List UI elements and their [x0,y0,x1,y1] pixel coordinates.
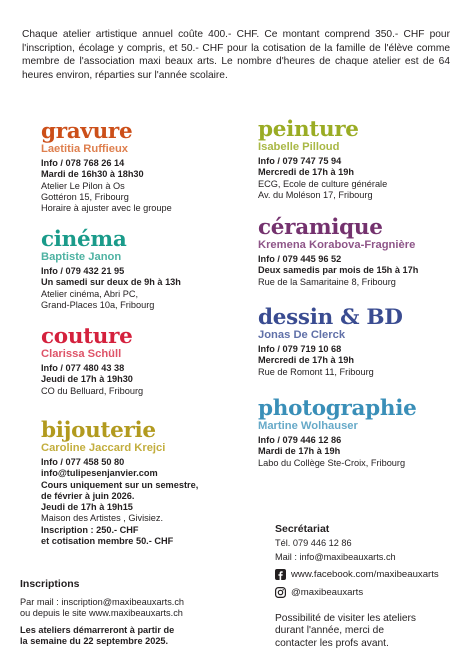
workshop-photographie [258,398,468,469]
visit-note-line-2: durant l'année, merci de [275,625,384,637]
workshop-teacher: Baptiste Janon [41,251,122,263]
workshop-schedule: Mardi de 17h à 19h [258,446,341,457]
visit-note-line-3: contacter les profs avant. [275,637,389,649]
workshop-teacher: Caroline Jaccard Krejci [41,442,166,454]
workshop-schedule: Deux samedis par mois de 15h à 17h [258,265,419,276]
workshop-teacher: Kremena Korabova-Fragnière [258,239,416,251]
workshop-schedule: Jeudi de 17h à 19h30 [41,374,133,385]
workshop-title: couture [41,324,133,349]
secretariat-heading: Secrétariat [275,523,330,535]
workshop-info: Info / 077 458 50 80 [41,457,125,467]
inscriptions-start-line-2: la semaine du 22 septembre 2025. [20,636,169,647]
secretariat-mail[interactable]: Mail : info@maxibeauxarts.ch [275,552,396,563]
workshop-address: Labo du Collège Ste-Croix, Fribourg [258,457,406,468]
workshop-teacher: Isabelle Pilloud [258,141,340,153]
visit-note [275,613,465,650]
workshop-schedule: Mardi de 16h30 à 18h30 [41,169,144,180]
workshop-info: Info / 078 768 26 14 [41,158,125,168]
workshop-info: Info / 079 719 10 68 [258,344,342,354]
workshop-title: gravure [41,119,133,144]
workshop-ceramique [258,217,468,288]
secretariat-tel: Tél. 079 446 12 86 [275,538,352,548]
intro-paragraph: Chaque atelier artistique annuel coûte 400.- CHF. Ce montant comprend 350.- CHF pour l'inscription, écolage y compris, et 50.- CHF pour la cotisation de la famille de l'élève comme membre de l'association maxi beaux arts. Le nombre d'heures de chaque atelier est de 64 heures environ, réparties sur l'année scolaire. [22,29,450,81]
workshop-schedule: Un samedi sur deux de 9h à 13h [41,277,181,288]
inscriptions-section [20,578,230,648]
workshop-price: Inscription : 250.- CHF [41,524,139,535]
inscriptions-heading: Inscriptions [20,578,80,590]
instagram-handle: @maxibeauxarts [291,587,364,598]
visit-note-line-1: Possibilité de visiter les ateliers [275,613,416,624]
workshop-title: bijouterie [41,418,156,443]
workshop-info: Info / 079 432 21 95 [41,266,125,276]
workshop-place: Atelier Le Pilon à Os [41,180,125,191]
workshop-dessin [258,307,468,378]
workshop-address: Rue de la Samaritaine 8, Fribourg [258,276,396,287]
workshop-place: Atelier cinéma, Abri PC, [41,288,139,299]
workshop-info: Info / 077 480 43 38 [41,363,125,373]
workshop-title: dessin & BD [258,305,403,330]
workshop-teacher: Martine Wolhauser [258,420,358,432]
inscriptions-start-line-1: Les ateliers démarreront à partir de [20,624,175,635]
facebook-url: www.facebook.com/maxibeauxarts [291,569,439,580]
workshop-bijouterie [41,420,251,547]
workshop-cinema [41,229,251,311]
workshop-schedule: Jeudi de 17h à 19h15 [41,502,133,513]
workshop-peinture [258,119,468,201]
workshop-teacher: Jonas De Clerck [258,329,346,341]
workshop-teacher: Laetitia Ruffieux [41,143,129,155]
workshop-note: Cours uniquement sur un semestre, [41,479,199,490]
workshop-place: Maison des Artistes , Givisiez. [41,513,164,524]
workshop-title: cinéma [41,227,127,252]
instagram-link[interactable] [275,587,363,598]
workshop-info: Info / 079 747 75 94 [258,156,342,166]
secretariat-section [275,523,465,564]
inscriptions-web[interactable]: ou depuis le site www.maxibeauxarts.ch [20,608,183,619]
workshop-note: de février à juin 2026. [41,490,135,501]
workshop-couture [41,326,251,397]
workshop-gravure [41,121,251,214]
workshop-email: info@tulipesenjanvier.com [41,468,158,479]
workshop-schedule: Mercredi de 17h à 19h [258,355,355,366]
workshop-price: et cotisation membre 50.- CHF [41,536,174,547]
inscriptions-mail[interactable]: Par mail : inscription@maxibeauxarts.ch [20,597,185,607]
workshop-note: Horaire à ajuster avec le groupe [41,203,172,214]
workshop-address: CO du Belluard, Fribourg [41,385,144,396]
workshop-title: peinture [258,117,359,142]
workshop-info: Info / 079 446 12 86 [258,435,342,445]
workshop-info: Info / 079 445 96 52 [258,254,342,264]
workshop-address: Av. du Moléson 17, Fribourg [258,189,373,200]
facebook-icon [275,569,286,580]
workshop-address: Rue de Romont 11, Fribourg [258,366,374,377]
workshop-address: Gottéron 15, Fribourg [41,191,129,202]
facebook-link[interactable] [275,569,439,580]
workshop-title: photographie [258,396,417,421]
instagram-icon [275,587,286,598]
workshop-teacher: Clarissa Schüll [41,348,122,360]
workshop-title: céramique [258,215,383,240]
workshop-address: Grand-Places 10a, Fribourg [41,299,155,310]
workshop-schedule: Mercredi de 17h à 19h [258,167,355,178]
workshop-place: ECG, Ecole de culture générale [258,178,388,189]
